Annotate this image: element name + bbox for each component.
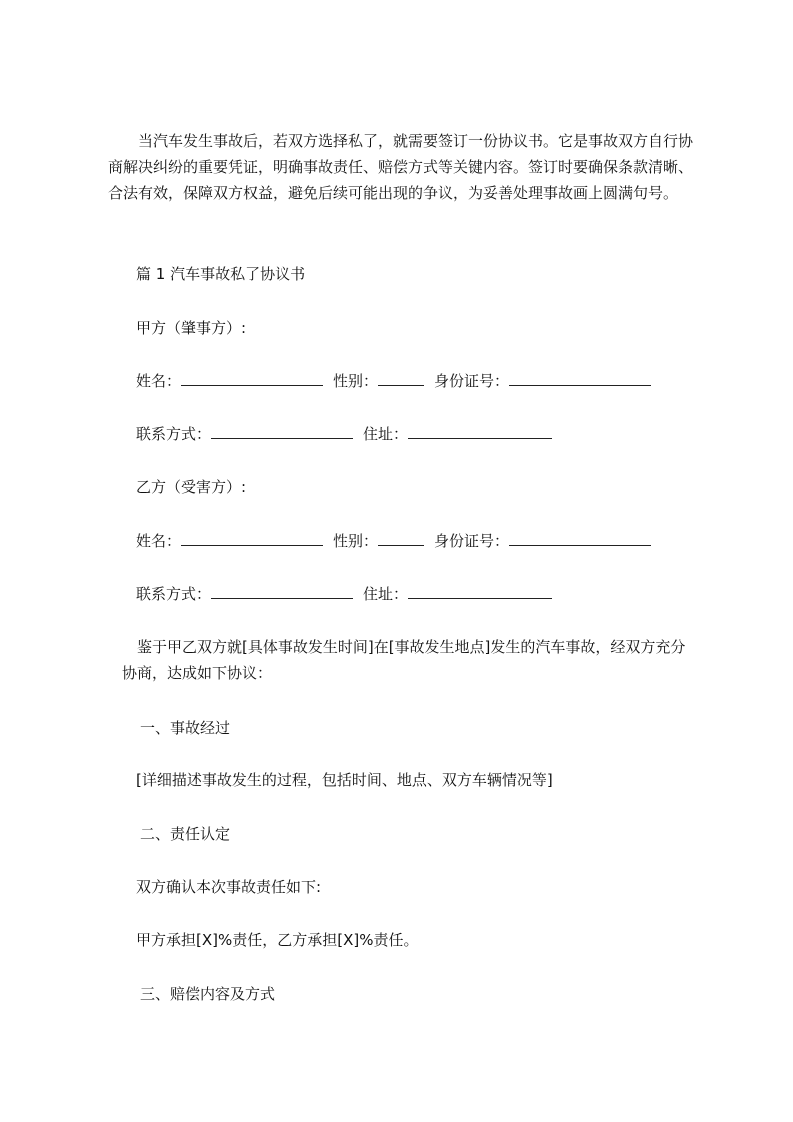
party-b-row-2 [136,584,552,604]
party-a-name-label: 姓名： [136,372,182,390]
party-a-sex-field[interactable] [378,371,424,386]
party-a-address-field[interactable] [408,424,552,439]
party-b-heading: 乙方（受害方）: [136,478,247,496]
party-b-contact-label: 联系方式： [136,585,212,603]
party-b-name-label: 姓名： [136,532,182,550]
section2-body-1: 双方确认本次事故责任如下: [136,878,322,896]
party-a-contact-field[interactable] [211,424,353,439]
party-a-row-2 [136,424,552,444]
party-a-name-field[interactable] [181,371,323,386]
section2-body-2: 甲方承担[X]%责任，乙方承担[X]%责任。 [136,931,419,949]
party-b-contact-field[interactable] [211,584,353,599]
preamble-paragraph: 鉴于甲乙双方就[具体事故发生时间]在[事故发生地点]发生的汽车事故，经双方充分协商，达成如下协议： [122,638,686,682]
section1-heading: 一、事故经过 [140,719,231,737]
party-a-contact-label: 联系方式： [136,425,212,443]
section3-heading: 三、赔偿内容及方式 [140,985,276,1003]
party-b-row-1 [136,531,651,551]
section1-body: [详细描述事故发生的过程，包括时间、地点、双方车辆情况等] [136,771,553,789]
party-a-address-label: 住址： [363,425,409,443]
party-a-row-1 [136,371,651,391]
party-b-id-field[interactable] [509,531,651,546]
party-a-id-field[interactable] [509,371,651,386]
article-title: 篇 1 汽车事故私了协议书 [136,265,306,283]
party-b-name-field[interactable] [181,531,323,546]
party-b-sex-field[interactable] [378,531,424,546]
intro-paragraph: 当汽车发生事故后，若双方选择私了，就需要签订一份协议书。它是事故双方自行协商解决纠纷的重要凭证，明确事故责任、赔偿方式等关键内容。签订时要确保条款清晰、合法有效，保障双方权益，避免后续可能出现的争议，为妥善处理事故画上圆满句号。 [108,132,694,202]
section2-heading: 二、责任认定 [140,825,231,843]
party-a-heading: 甲方（肇事方）: [136,319,247,337]
party-a-sex-label: 性别： [333,372,379,390]
party-b-address-label: 住址： [363,585,409,603]
party-b-sex-label: 性别： [333,532,379,550]
party-b-id-label: 身份证号： [434,532,510,550]
party-b-address-field[interactable] [408,584,552,599]
party-a-id-label: 身份证号： [434,372,510,390]
